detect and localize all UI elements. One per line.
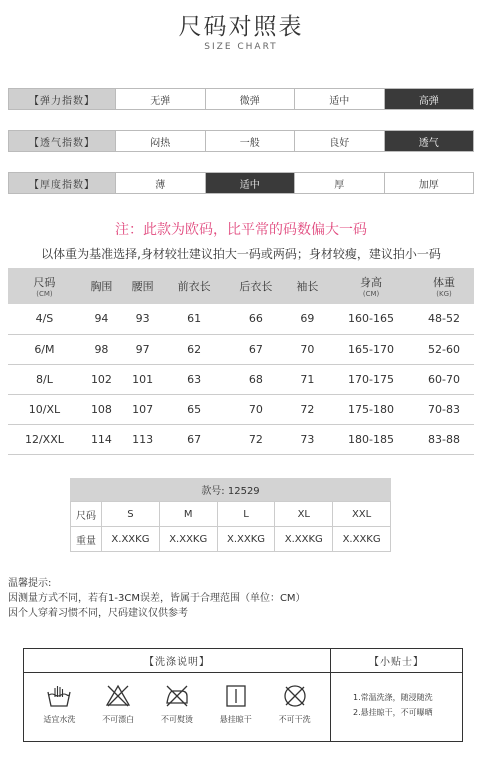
breathability-index-option: 良好 — [295, 131, 385, 151]
table-cell: 52-60 — [414, 334, 474, 364]
product-cell: X.XXKG — [333, 527, 391, 552]
table-cell: 69 — [287, 304, 328, 334]
page-subtitle: SIZE CHART — [204, 42, 278, 52]
elasticity-index-label: 【弹力指数】 — [9, 89, 116, 109]
table-cell: 94 — [81, 304, 122, 334]
table-row — [8, 364, 474, 394]
column-header-unit: (CM) — [36, 290, 53, 298]
elasticity-index-option: 高弹 — [385, 89, 474, 109]
tips-line: 因测量方式不同，若有1-3CM误差，皆属于合理范围（单位：CM） — [8, 593, 306, 604]
column-header-label: 身高 — [360, 276, 383, 289]
page-title: 尺码对照表 — [178, 14, 304, 40]
no-iron-icon — [164, 683, 190, 709]
care-label: 不可熨烫 — [160, 715, 193, 724]
no-bleach-icon — [105, 683, 131, 709]
product-cell: XXL — [333, 502, 391, 527]
table-cell: 71 — [287, 364, 328, 394]
thickness-index-option: 薄 — [116, 173, 206, 193]
hang-dry-icon — [223, 683, 249, 709]
care-label: 不可干洗 — [278, 715, 311, 724]
wash-title: 【洗涤说明】 — [24, 649, 330, 673]
table-cell: 63 — [163, 364, 225, 394]
table-cell: 102 — [81, 364, 122, 394]
elasticity-index-option: 适中 — [295, 89, 385, 109]
table-cell: 160-165 — [328, 304, 414, 334]
table-cell: 72 — [287, 394, 328, 424]
product-cell: X.XXKG — [217, 527, 275, 552]
column-header-label: 袖长 — [296, 280, 319, 293]
column-header-label: 尺码 — [33, 276, 56, 289]
care-item — [267, 683, 323, 725]
table-cell: 107 — [122, 394, 163, 424]
product-cell: L — [217, 502, 275, 527]
thickness-index-row — [8, 172, 474, 194]
care-tips-title: 【小贴士】 — [331, 649, 462, 673]
column-header-label: 体重 — [433, 276, 456, 289]
breathability-index-label: 【透气指数】 — [9, 131, 116, 151]
table-cell: 93 — [122, 304, 163, 334]
table-cell: 83-88 — [414, 424, 474, 454]
product-cell: X.XXKG — [102, 527, 160, 552]
tips-line: 因个人穿着习惯不同，尺码建议仅供参考 — [8, 608, 188, 619]
product-number: 款号: 12529 — [70, 478, 391, 501]
column-header-label: 腰围 — [131, 280, 154, 293]
column-header-unit: (KG) — [436, 290, 452, 298]
table-cell: 8/L — [8, 364, 81, 394]
product-weight-table — [70, 501, 391, 552]
column-header — [287, 268, 328, 304]
table-row — [8, 394, 474, 424]
table-row — [8, 304, 474, 334]
table-row — [8, 424, 474, 454]
breathability-index-row — [8, 130, 474, 152]
care-item — [149, 683, 205, 725]
product-weight-box — [70, 478, 391, 552]
column-header — [8, 268, 81, 304]
breathability-index-option: 透气 — [385, 131, 474, 151]
elasticity-index-option: 无弹 — [116, 89, 206, 109]
breathability-index-option: 一般 — [206, 131, 296, 151]
table-cell: 170-175 — [328, 364, 414, 394]
thickness-index-option: 厚 — [295, 173, 385, 193]
table-cell: 10/XL — [8, 394, 81, 424]
product-cell: X.XXKG — [275, 527, 333, 552]
product-cell: XL — [275, 502, 333, 527]
table-cell: 67 — [225, 334, 287, 364]
column-header — [328, 268, 414, 304]
thickness-index-option: 适中 — [206, 173, 296, 193]
table-cell: 97 — [122, 334, 163, 364]
table-cell: 175-180 — [328, 394, 414, 424]
column-header-label: 前衣长 — [177, 280, 211, 293]
table-cell: 61 — [163, 304, 225, 334]
table-cell: 180-185 — [328, 424, 414, 454]
table-cell: 108 — [81, 394, 122, 424]
product-cell: M — [159, 502, 217, 527]
column-header — [225, 268, 287, 304]
table-cell: 113 — [122, 424, 163, 454]
table-cell: 66 — [225, 304, 287, 334]
care-label: 适宜水洗 — [43, 715, 76, 724]
table-cell: 70 — [287, 334, 328, 364]
thickness-index-option: 加厚 — [418, 179, 439, 191]
care-label: 不可漂白 — [102, 715, 135, 724]
table-cell: 73 — [287, 424, 328, 454]
product-cell: X.XXKG — [159, 527, 217, 552]
table-cell: 6/M — [8, 334, 81, 364]
elasticity-index-option: 微弹 — [206, 89, 296, 109]
table-cell: 62 — [163, 334, 225, 364]
care-item — [31, 683, 87, 725]
no-dry-clean-icon — [282, 683, 308, 709]
size-note-red: 注：此款为欧码，比平常的码数偏大一码 — [115, 222, 367, 238]
table-cell: 60-70 — [414, 364, 474, 394]
product-cell: 重量 — [71, 527, 102, 552]
column-header — [81, 268, 122, 304]
column-header-label: 胸围 — [90, 280, 113, 293]
tips — [8, 576, 306, 621]
table-cell: 101 — [122, 364, 163, 394]
table-cell: 4/S — [8, 304, 81, 334]
column-header — [414, 268, 474, 304]
product-cell: 尺码 — [71, 502, 102, 527]
thickness-index-label: 【厚度指数】 — [9, 173, 116, 193]
table-cell: 72 — [225, 424, 287, 454]
care-item — [90, 683, 146, 725]
table-cell: 114 — [81, 424, 122, 454]
tips-title: 温馨提示: — [8, 578, 52, 589]
product-cell: S — [102, 502, 160, 527]
care-tips — [331, 649, 462, 741]
wash-instructions — [24, 649, 331, 741]
table-cell: 165-170 — [328, 334, 414, 364]
care-box — [23, 648, 463, 742]
column-header — [122, 268, 163, 304]
care-label: 悬挂晾干 — [219, 715, 252, 724]
product-row — [71, 527, 391, 552]
table-row — [8, 334, 474, 364]
size-chart-table — [8, 268, 474, 455]
breathability-index-option: 闷热 — [116, 131, 206, 151]
care-tip: 1.常温洗涤，随浸随洗 — [353, 693, 433, 702]
size-note: 以体重为基准选择,身材较壮建议拍大一码或两码；身材较瘦，建议拍小一码 — [41, 247, 441, 261]
table-cell: 70 — [225, 394, 287, 424]
table-cell: 98 — [81, 334, 122, 364]
table-cell: 12/XXL — [8, 424, 81, 454]
table-cell: 65 — [163, 394, 225, 424]
table-cell: 68 — [225, 364, 287, 394]
care-item — [208, 683, 264, 725]
elasticity-index-row — [8, 88, 474, 110]
hand-wash-icon — [46, 683, 72, 709]
product-row — [71, 502, 391, 527]
column-header — [163, 268, 225, 304]
column-header-label: 后衣长 — [239, 280, 273, 293]
table-cell: 70-83 — [414, 394, 474, 424]
column-header-unit: (CM) — [362, 290, 380, 298]
table-cell: 67 — [163, 424, 225, 454]
care-tip: 2.悬挂晾干，不可曝晒 — [353, 708, 433, 717]
table-cell: 48-52 — [414, 304, 474, 334]
